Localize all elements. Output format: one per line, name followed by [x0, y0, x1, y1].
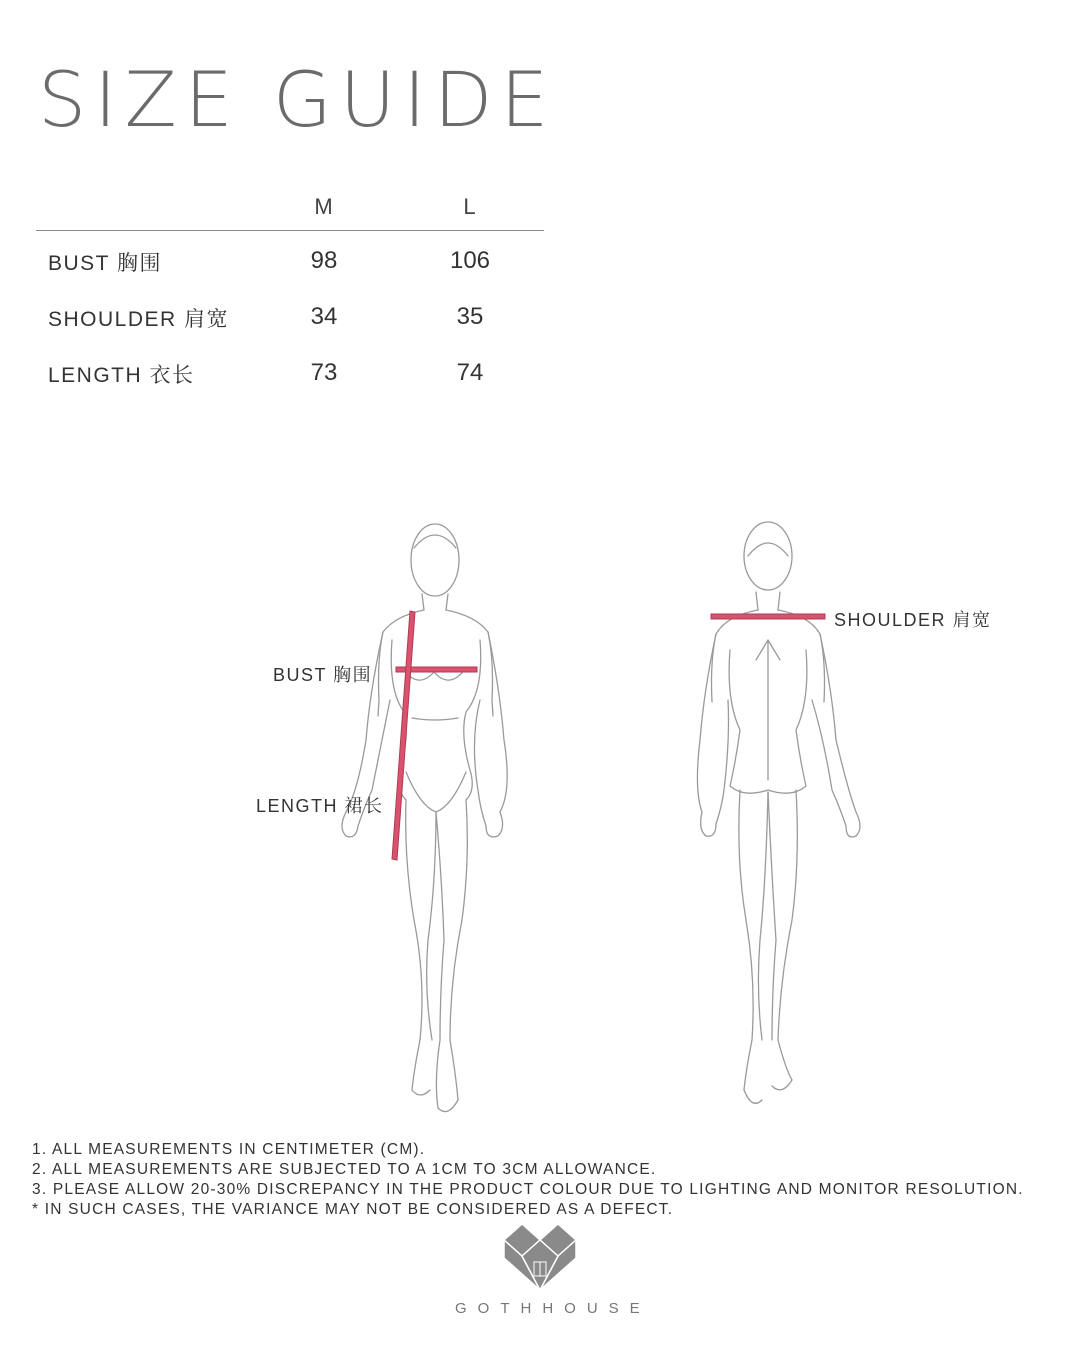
shoulder-m-value: 34 — [310, 303, 338, 330]
notes-list — [32, 1140, 1024, 1220]
length-m-value: 73 — [310, 359, 338, 386]
bust-m-value: 98 — [310, 247, 338, 274]
column-header-m: M — [314, 194, 334, 219]
note-item-1: 1. ALL MEASUREMENTS IN CENTIMETER (CM). — [32, 1141, 426, 1158]
row-label-shoulder: SHOULDER 肩宽 — [48, 308, 230, 331]
page-title: SIZE GUIDE — [38, 55, 557, 144]
shoulder-label: SHOULDER 肩宽 — [834, 610, 992, 630]
length-l-value: 74 — [456, 359, 484, 386]
length-label: LENGTH 裙长 — [256, 796, 384, 816]
shoulder-measure-line — [711, 614, 825, 619]
bust-l-value: 106 — [449, 247, 491, 274]
note-item-4: * IN SUCH CASES, THE VARIANCE MAY NOT BE CONSIDERED AS A DEFECT. — [32, 1201, 674, 1218]
brand-name: GOTHHOUSE — [455, 1300, 651, 1317]
length-measure-line — [392, 611, 415, 860]
column-header-l: L — [463, 194, 477, 219]
shoulder-l-value: 35 — [456, 303, 484, 330]
note-item-2: 2. ALL MEASUREMENTS ARE SUBJECTED TO A 1CM TO 3CM ALLOWANCE. — [32, 1161, 657, 1178]
bust-label: BUST 胸围 — [273, 665, 373, 685]
note-item-3: 3. PLEASE ALLOW 20-30% DISCREPANCY IN THE PRODUCT COLOUR DUE TO LIGHTING AND MONITOR RESOLUTION. — [32, 1181, 1024, 1198]
row-label-bust: BUST 胸围 — [48, 252, 162, 275]
row-label-length: LENGTH 衣长 — [48, 364, 195, 387]
